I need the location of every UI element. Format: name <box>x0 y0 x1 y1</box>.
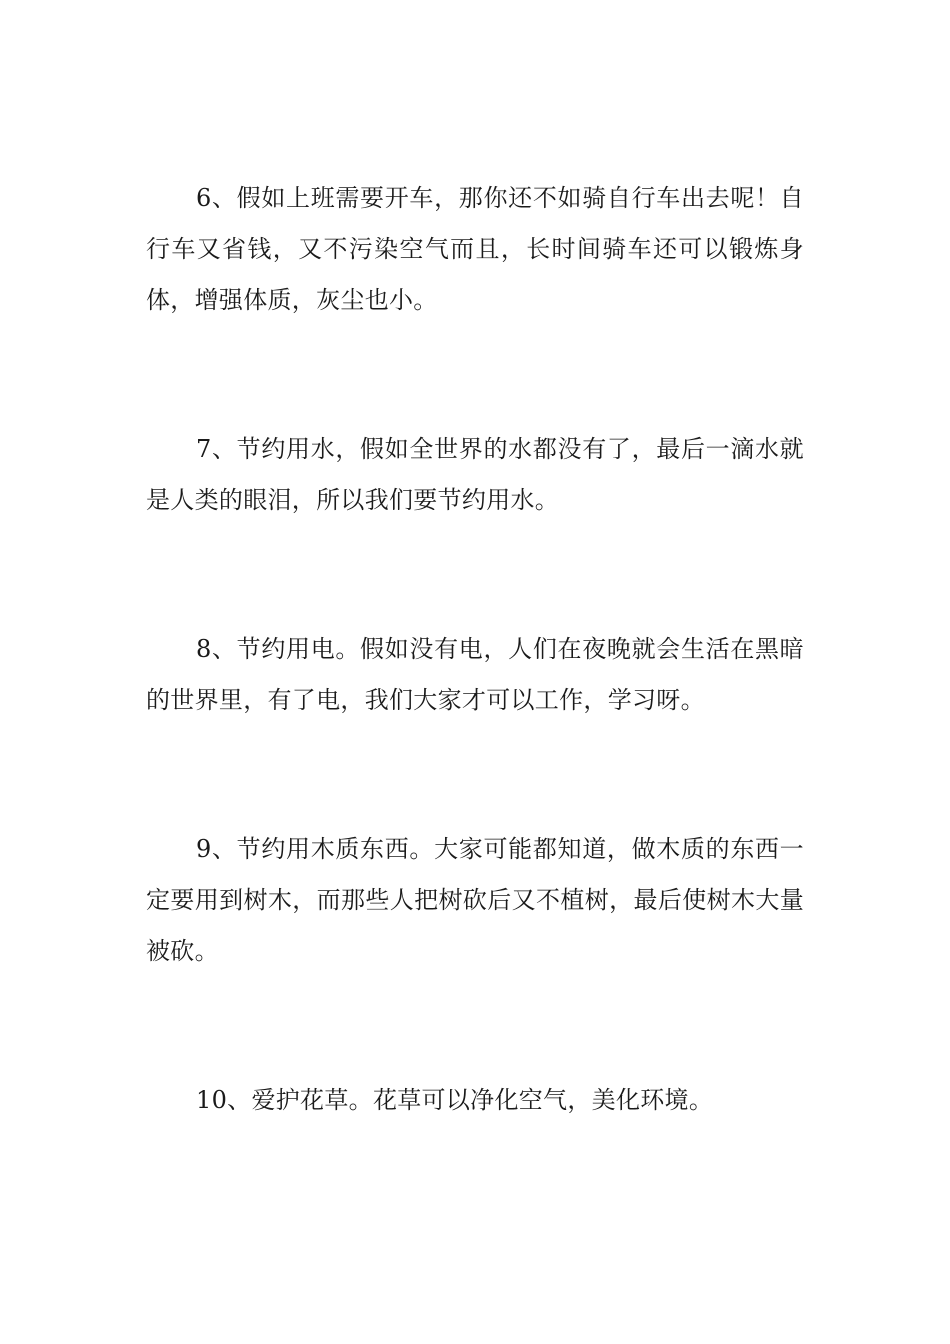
paragraph-8: 8、节约用电。假如没有电，人们在夜晚就会生活在黑暗的世界里，有了电，我们大家才可以工作，学习呀。 <box>146 635 804 714</box>
paragraph-7: 7、节约用水，假如全世界的水都没有了，最后一滴水就是人类的眼泪，所以我们要节约用水。 <box>146 435 804 514</box>
paragraph-9: 9、节约用木质东西。大家可能都知道，做木质的东西一定要用到树木，而那些人把树砍后又不植树，最后使树木大量被砍。 <box>146 835 804 965</box>
paragraph-6: 6、假如上班需要开车，那你还不如骑自行车出去呢！自行车又省钱，又不污染空气而且，长时间骑车还可以锻炼身体，增强体质，灰尘也小。 <box>146 184 804 314</box>
paragraph-10: 10、爱护花草。花草可以净化空气，美化环境。 <box>196 1086 714 1114</box>
